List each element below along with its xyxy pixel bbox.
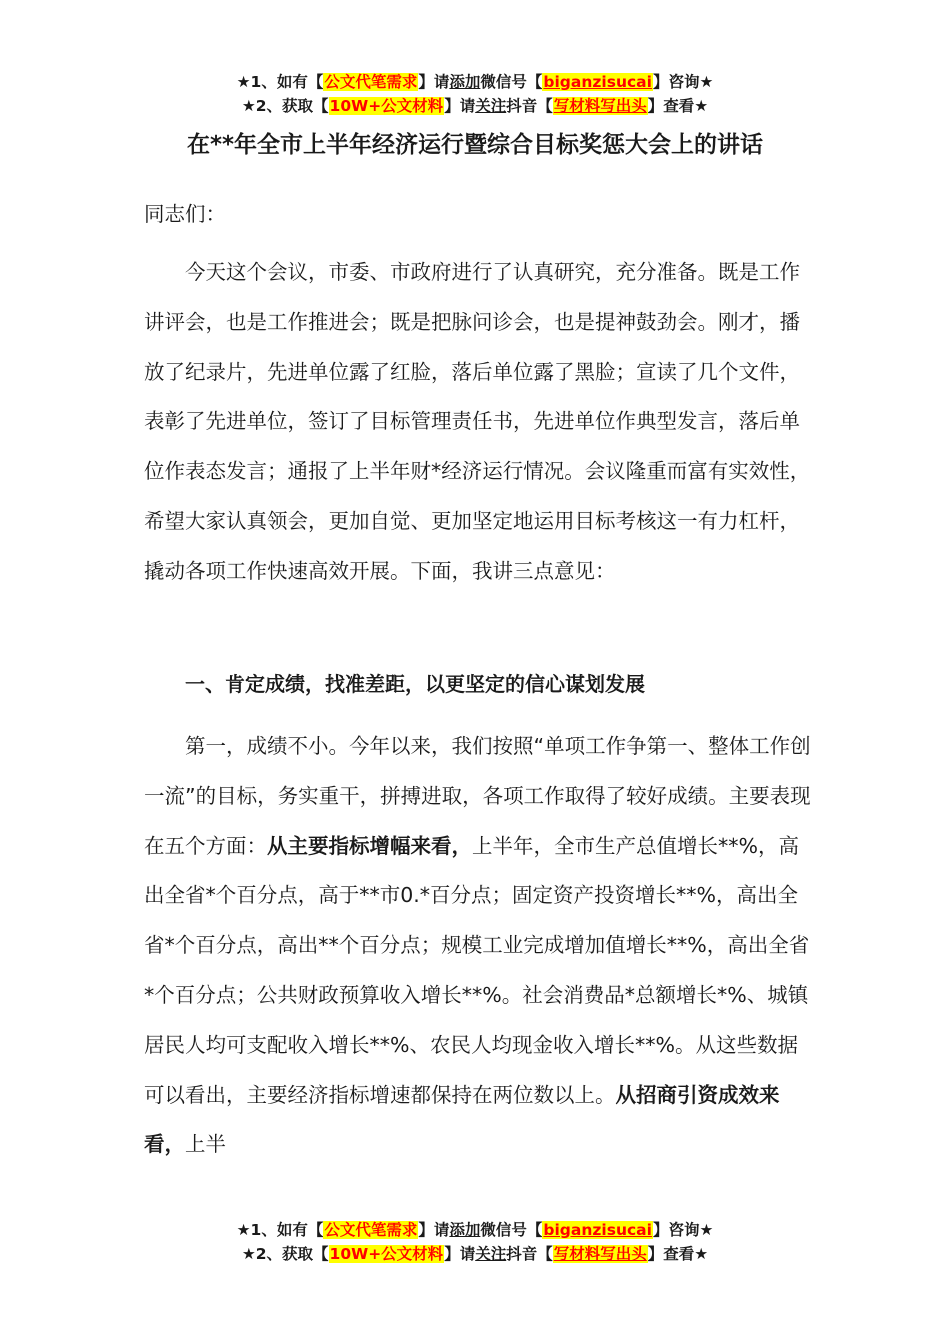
- underlined-text: 添加: [449, 1221, 481, 1239]
- highlight-materials: 10W+公文材料: [329, 1245, 444, 1263]
- douyin-account-link[interactable]: 写材料写出头: [553, 97, 647, 115]
- paragraph-2-text: 第一，成绩不小。今年以来，我们按照“单项工作争第一、整体工作创一流”的目标，务实重干，拼搏进取，各项工作取得了较好成绩。主要表现在五个方面：: [144, 734, 811, 858]
- underlined-text: 添加: [449, 73, 481, 91]
- banner-text: ★1、如有【: [236, 1221, 324, 1239]
- banner-line-1: [0, 70, 950, 94]
- banner-line-2: [0, 94, 950, 118]
- salutation: [144, 190, 812, 240]
- highlight-materials: 10W+公文材料: [329, 97, 444, 115]
- underlined-text: 关注: [475, 1245, 507, 1263]
- banner-line-1: [0, 1218, 950, 1242]
- paragraph-2: [144, 722, 812, 1170]
- banner-text: 抖音【: [506, 1245, 553, 1263]
- banner-text: 】请: [418, 1221, 450, 1239]
- banner-text: ★1、如有【: [236, 73, 324, 91]
- bold-lead-in: 从主要指标增幅来看，: [267, 833, 472, 858]
- banner-text: 】咨询★: [652, 73, 714, 91]
- banner-text: 】请: [444, 1245, 476, 1263]
- banner-text: 】查看★: [647, 1245, 709, 1263]
- paragraph-1: [144, 248, 812, 597]
- highlight-service: 公文代笔需求: [324, 73, 418, 91]
- wechat-id-link[interactable]: biganzisucai: [543, 73, 652, 91]
- banner-text: ★2、获取【: [241, 1245, 329, 1263]
- paragraph-1-text: 今天这个会议，市委、市政府进行了认真研究，充分准备。既是工作讲评会，也是工作推进会；既是把脉问诊会，也是提神鼓劲会。刚才，播放了纪录片，先进单位露了红脸，落后单位露了黑脸；宣读了几个文件，表彰了先进单位，签订了目标管理责任书，先进单位作典型发言，落后单位作表态发言；通报了上半年财*经济运行情况。会议隆重而富有实效性，希望大家认真领会，更加自觉、更加坚定地运用目标考核这一有力杠杆，撬动各项工作快速高效开展。下面，我讲三点意见：: [144, 260, 811, 583]
- highlight-service: 公文代笔需求: [324, 1221, 418, 1239]
- banner-text: 】咨询★: [652, 1221, 714, 1239]
- paragraph-2-text: 上半: [185, 1132, 226, 1157]
- banner-line-2: [0, 1242, 950, 1266]
- section-heading-1: 一、肯定成绩，找准差距，以更坚定的信心谋划发展: [185, 672, 645, 696]
- wechat-id-link[interactable]: biganzisucai: [543, 1221, 652, 1239]
- banner-text: 微信号【: [480, 73, 543, 91]
- banner-text: 】查看★: [647, 97, 709, 115]
- banner-text: ★2、获取【: [241, 97, 329, 115]
- paragraph-2-text: 上半年，全市生产总值增长**%，高出全省*个百分点，高于**市0.*百分点；固定资产投资增长**%，高出全省*个百分点，高出**个百分点；规模工业完成增加值增长**%，高出全省*个百分点；公共财政预算收入增长**%。社会消费品*总额增长*%、城镇居民人均可支配收入增长**%、农民人均现金收入增长**%。从这些数据可以看出，主要经济指标增速都保持在两位数以上。: [144, 833, 810, 1107]
- underlined-text: 关注: [475, 97, 507, 115]
- bold-lead-in: 从招商引资成效来看，: [144, 1082, 780, 1157]
- header-banner: [0, 70, 950, 118]
- douyin-account-link[interactable]: 写材料写出头: [553, 1245, 647, 1263]
- banner-text: 抖音【: [506, 97, 553, 115]
- document-title: 在**年全市上半年经济运行暨综合目标奖惩大会上的讲话: [186, 132, 764, 158]
- salutation-text: 同志们：: [144, 202, 226, 226]
- banner-text: 微信号【: [480, 1221, 543, 1239]
- footer-banner: [0, 1218, 950, 1266]
- banner-text: 】请: [418, 73, 450, 91]
- banner-text: 】请: [444, 97, 476, 115]
